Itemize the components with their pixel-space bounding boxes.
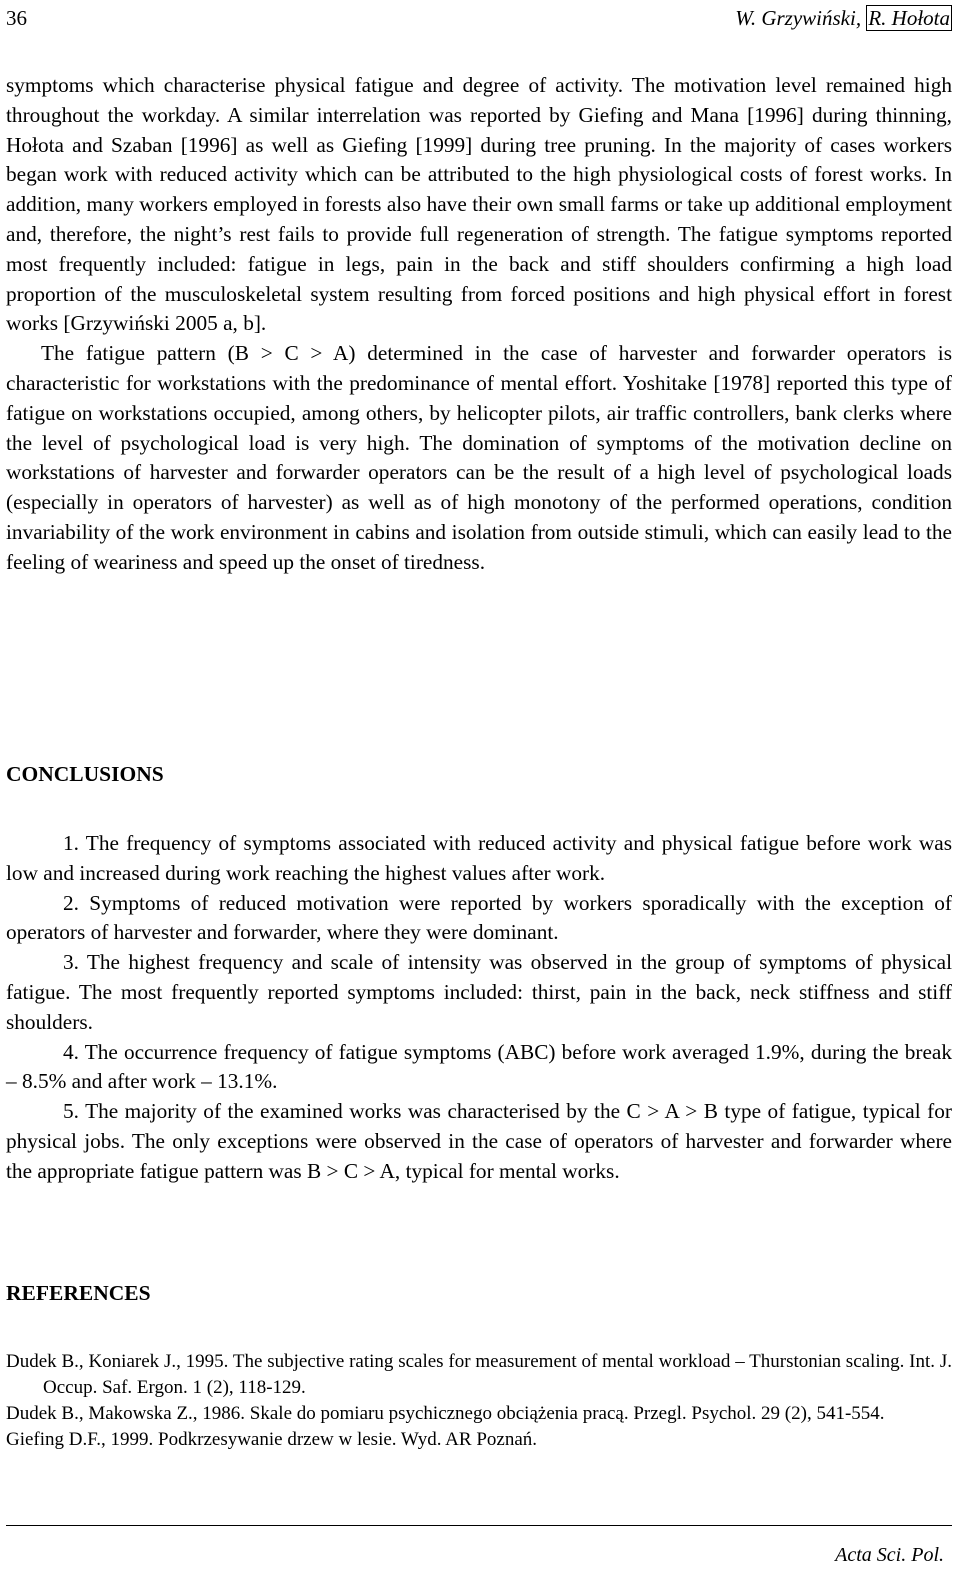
conclusion-item: 2. Symptoms of reduced motivation were reported by workers sporadically with the exception of operators of harvester and forwarder, where they were dominant. <box>6 890 952 945</box>
references-list <box>6 1349 952 1453</box>
conclusion-item: 3. The highest frequency and scale of intensity was observed in the group of symptoms of physical fatigue. The most frequently reported symptoms included: thirst, pain in the back, neck stiffness and stiff shoulders. <box>6 950 952 1034</box>
document-page <box>6 0 952 1588</box>
authors-boxed: R. Hołota <box>868 6 950 30</box>
body-paragraph: symptoms which characterise physical fatigue and degree of activity. The motivation level remained high throughout the workday. A similar interrelation was reported by Giefing and Mana [1996] during thinning, Hołota and Szaban [1996] as well as Giefing [1999] during tree pruning. In the majority of cases workers began work with reduced activity which can be attributed to the high physiological costs of forest works. In addition, many workers employed in forests also have their own small farms or take up additional employment and, therefore, the night’s rest fails to provide full regeneration of strength. The fatigue symptoms reported most frequently included: fatigue in legs, pain in the back and stiff shoulders confirming a high load proportion of the musculoskeletal system resulting from forced positions and high physical effort in forest works [Grzywiński 2005 a, b]. <box>6 73 952 336</box>
page-number: 36 <box>6 6 27 30</box>
conclusion-item: 4. The occurrence frequency of fatigue symptoms (ABC) before work averaged 1.9%, during the break – 8.5% and after work – 13.1%. <box>6 1039 952 1094</box>
discussion-text <box>6 71 952 578</box>
conclusions-heading: CONCLUSIONS <box>6 762 164 786</box>
reference-item: Giefing D.F., 1999. Podkrzesywanie drzew w lesie. Wyd. AR Poznań. <box>6 1429 538 1450</box>
running-head-authors <box>735 6 952 31</box>
conclusion-item: 5. The majority of the examined works was characterised by the C > A > B type of fatigue, typical for physical jobs. The only exceptions were observed in the case of operators of harvester and forwarder where the appropriate fatigue pattern was B > C > A, typical for mental works. <box>6 1099 952 1183</box>
page-header <box>6 6 952 38</box>
references-heading: REFERENCES <box>6 1281 151 1305</box>
authors-prefix: W. Grzywiński, <box>735 6 867 30</box>
reference-item: Dudek B., Makowska Z., 1986. Skale do pomiaru psychicznego obciążenia pracą. Przegl. Psychol. 29 (2), 541-554. <box>6 1403 885 1424</box>
footer-divider <box>6 1525 952 1526</box>
conclusion-item: 1. The frequency of symptoms associated with reduced activity and physical fatigue before work was low and increased during work reaching the highest values after work. <box>6 831 952 885</box>
journal-name: Acta Sci. Pol. <box>835 1544 944 1566</box>
reference-item: Dudek B., Koniarek J., 1995. The subjective rating scales for measurement of mental workload – Thurstonian scaling. Int. J. Occup. Saf. Ergon. 1 (2), 118-129. <box>6 1351 952 1398</box>
conclusions-list <box>6 829 952 1187</box>
body-paragraph: The fatigue pattern (B > C > A) determined in the case of harvester and forwarder operators is characteristic for workstations with the predominance of mental effort. Yoshitake [1978] reported this type of fatigue on workstations occupied, among others, by helicopter pilots, air traffic controllers, bank clerks where the level of psychological load is very high. The domination of symptoms of the motivation decline on workstations of harvester and forwarder operators can be the result of a high level of psychological loads (especially in operators of harvester) as well as of high monotony of the performed operations, condition invariability of the work environment in cabins and isolation from outside stimuli, which can easily lead to the feeling of weariness and speed up the onset of tiredness. <box>6 341 952 574</box>
